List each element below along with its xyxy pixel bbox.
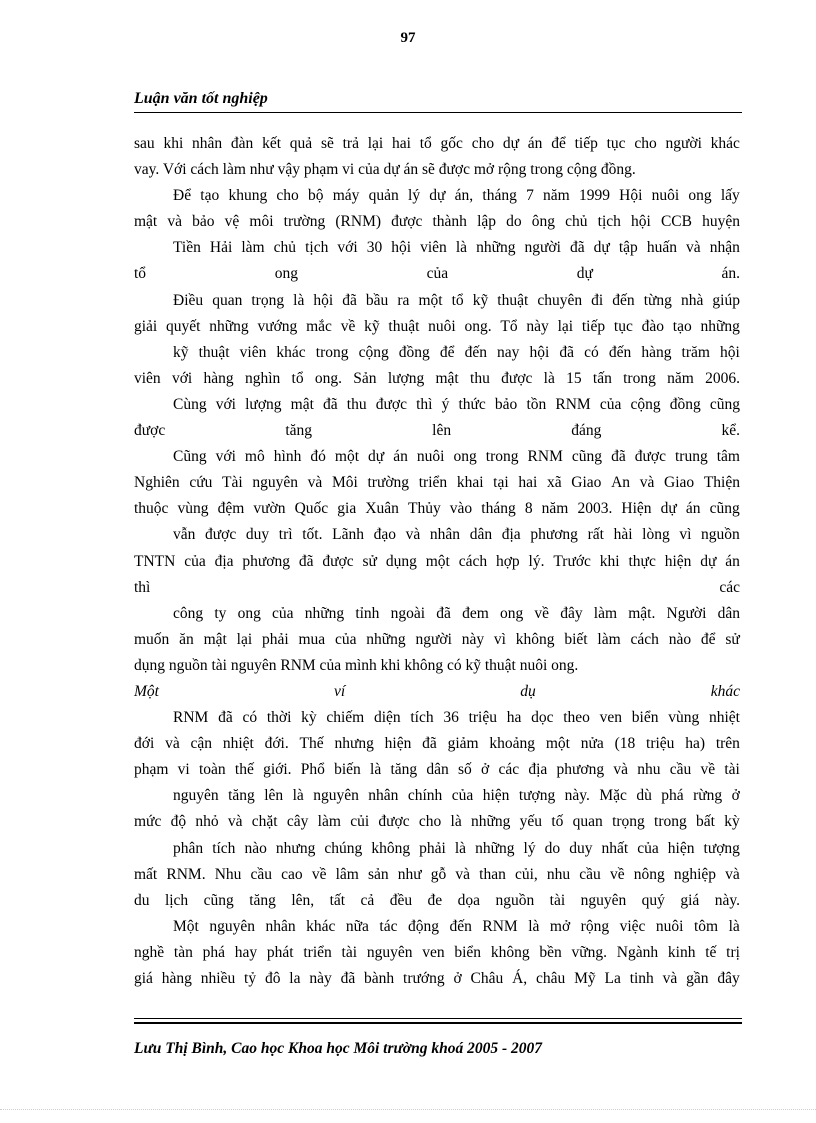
body-line: giá hàng nhiều tỷ đô la này đã bành trướng ở Châu Á, châu Mỹ La tinh và gần đây bbox=[134, 970, 740, 987]
body-line: được tăng lên đáng kể. bbox=[134, 422, 740, 440]
body-line: TNTN của địa phương đã được sử dụng một cách hợp lý. Trước khi thực hiện dự án bbox=[134, 552, 740, 570]
body-line: công ty ong của những tỉnh ngoài đã đem ong về đây làm mật. Người dân bbox=[173, 604, 740, 622]
body-line: viên với hàng nghìn tổ ong. Sản lượng mật thu được là 15 tấn trong năm 2006. bbox=[134, 369, 740, 387]
body-line: phân tích nào nhưng chúng không phải là những lý do duy nhất của hiện tượng bbox=[173, 839, 740, 857]
header-rule bbox=[134, 112, 742, 113]
footer-rule-thick bbox=[134, 1022, 742, 1024]
footer-author: Lưu Thị Bình, Cao học Khoa học Môi trường khoá 2005 - 2007 bbox=[134, 1040, 543, 1057]
body-line: giải quyết những vướng mắc về kỹ thuật nuôi ong. Tổ này lại tiếp tục đào tạo những bbox=[134, 317, 740, 335]
body-line: nghề tàn phá hay phát triển tài nguyên ven biển không bền vững. Ngành kinh tế trị bbox=[134, 943, 740, 961]
body-text bbox=[134, 131, 740, 992]
body-line: Cũng với mô hình đó một dự án nuôi ong trong RNM cũng đã được trung tâm bbox=[173, 448, 740, 466]
body-line: nguyên tăng lên là nguyên nhân chính của hiện tượng này. Mặc dù phá rừng ở bbox=[173, 787, 740, 805]
body-line: Một ví dụ khác bbox=[134, 682, 740, 700]
body-line: tổ ong của dự án. bbox=[134, 265, 740, 283]
body-line: dụng nguồn tài nguyên RNM của mình khi không có kỹ thuật nuôi ong. bbox=[134, 656, 579, 674]
body-line: Điều quan trọng là hội đã bầu ra một tổ kỹ thuật chuyên đi đến từng nhà giúp bbox=[173, 291, 740, 309]
body-line: Cùng với lượng mật đã thu được thì ý thức bảo tồn RNM của cộng đồng cũng bbox=[173, 395, 740, 413]
body-line: mật và bảo vệ môi trường (RNM) được thành lập do ông chủ tịch hội CCB huyện bbox=[134, 213, 740, 231]
page-edge bbox=[0, 1109, 816, 1110]
body-line: thì các bbox=[134, 578, 740, 596]
body-line: sau khi nhân đàn kết quả sẽ trả lại hai tổ gốc cho dự án để tiếp tục cho người khác bbox=[134, 135, 740, 152]
body-line: vẫn được duy trì tốt. Lãnh đạo và nhân dân địa phương rất hài lòng vì nguồn bbox=[173, 526, 740, 544]
body-line: Tiền Hải làm chủ tịch với 30 hội viên là những người đã dự tập huấn và nhận bbox=[173, 239, 740, 257]
body-line: vay. Với cách làm như vậy phạm vi của dự án sẽ được mở rộng trong cộng đồng. bbox=[134, 161, 636, 179]
body-line: mức độ nhỏ và chặt cây làm củi được cho là những yếu tố quan trọng trong bất kỳ bbox=[134, 813, 740, 831]
body-line: Để tạo khung cho bộ máy quản lý dự án, tháng 7 năm 1999 Hội nuôi ong lấy bbox=[173, 187, 740, 205]
body-line: Một nguyên nhân khác nữa tác động đến RNM là mở rộng việc nuôi tôm là bbox=[173, 917, 740, 935]
header-title: Luận văn tốt nghiệp bbox=[134, 90, 268, 107]
body-line: kỹ thuật viên khác trong cộng đồng để đến nay hội đã có đến hàng trăm hội bbox=[173, 343, 740, 361]
body-line: phạm vi toàn thế giới. Phổ biến là tăng dân số ở các địa phương và nhu cầu về tài bbox=[134, 761, 740, 779]
body-line: muốn ăn mật lại phải mua của những người này vì không biết làm cách nào để sử bbox=[134, 630, 740, 648]
body-line: RNM đã có thời kỳ chiếm diện tích 36 triệu ha dọc theo ven biển vùng nhiệt bbox=[173, 709, 740, 727]
footer-rule bbox=[134, 1018, 742, 1019]
body-line: mất RNM. Nhu cầu cao về lâm sản như gỗ và than củi, nhu cầu về nông nghiệp và bbox=[134, 865, 740, 883]
body-line: Nghiên cứu Tài nguyên và Môi trường triển khai tại hai xã Giao An và Giao Thiện bbox=[134, 474, 740, 492]
body-line: du lịch cũng tăng lên, tất cả đều đe dọa nguồn tài nguyên quý giá này. bbox=[134, 891, 740, 909]
body-line: đới và cận nhiệt đới. Thế nhưng hiện đã giảm khoảng một nửa (18 triệu ha) trên bbox=[134, 735, 740, 753]
body-line: thuộc vùng đệm vườn Quốc gia Xuân Thủy vào tháng 8 năm 2003. Hiện dự án cũng bbox=[134, 500, 740, 518]
page-number: 97 bbox=[400, 30, 416, 46]
